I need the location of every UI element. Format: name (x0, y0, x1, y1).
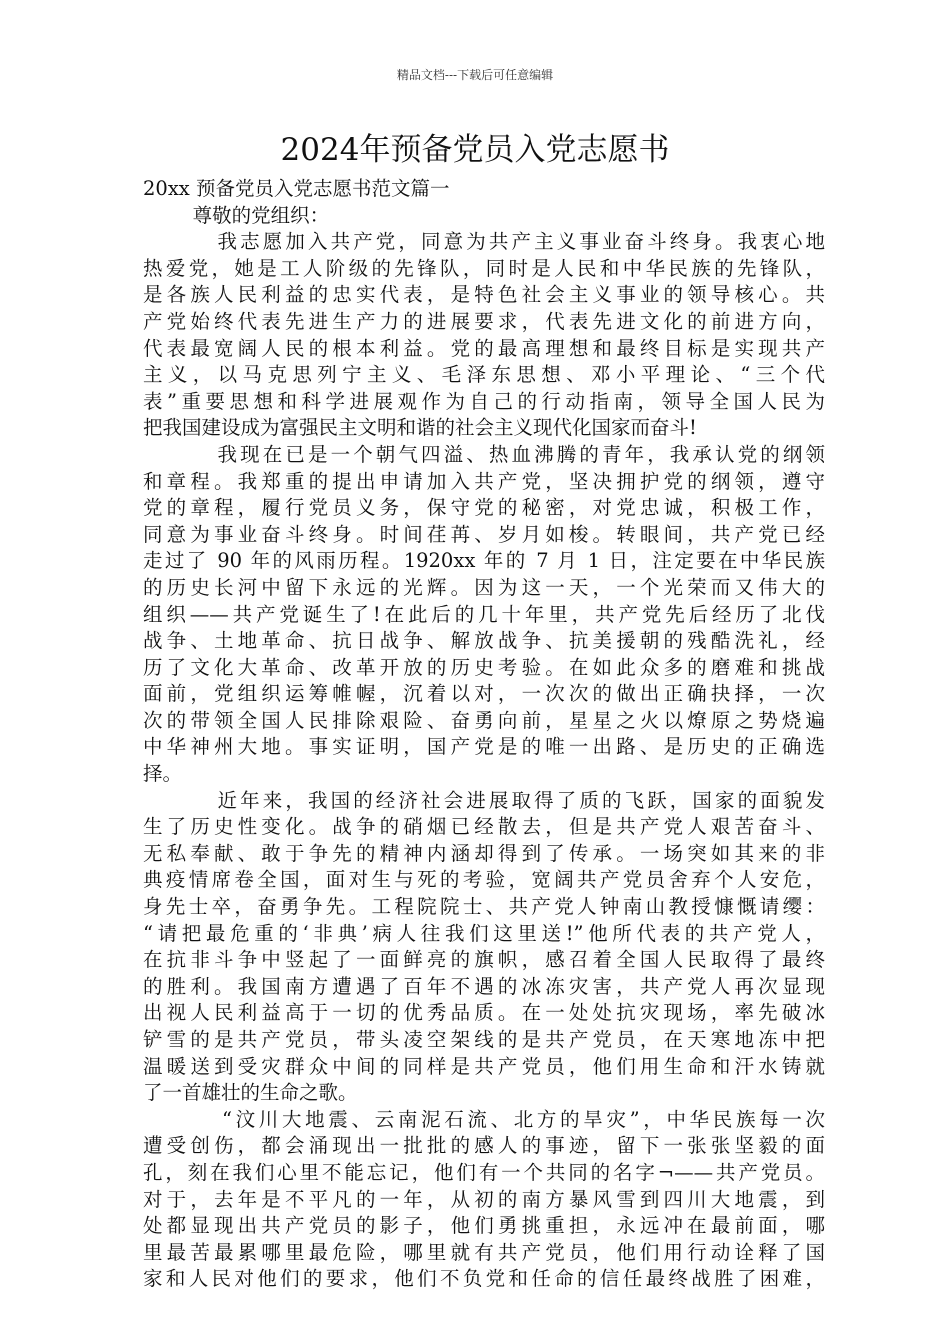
text-line: 中华神州大地。事实证明，国产党是的唯一出路、是历史的正确选 (143, 735, 825, 759)
text-line: “请把最危重的‘非典’病人往我们这里送!”他所代表的共产党人， (143, 921, 825, 945)
text-line: 出视人民利益高于一切的优秀品质。在一处处抗灾现场，率先破冰 (143, 1001, 825, 1025)
text-line: 对于，去年是不平凡的一年，从初的南方暴风雪到四川大地震，到 (143, 1187, 825, 1211)
text-line: 近年来，我国的经济社会进展取得了质的飞跃，国家的面貌发 (143, 788, 825, 812)
text-line: 次的带领全国人民排除艰险、奋勇向前，星星之火以燎原之势烧遍 (143, 708, 825, 732)
text-line: 面前，党组织运筹帷幄，沉着以对，一次次的做出正确抉择，一次 (143, 682, 825, 706)
text-line: 我现在已是一个朝气四溢、热血沸腾的青年，我承认党的纲领 (143, 442, 825, 466)
text-line: 把我国建设成为富强民主文明和谐的社会主义现代化国家而奋斗! (143, 416, 697, 440)
text-line: 孔，刻在我们心里不能忘记，他们有一个共同的名字¬——共产党员。 (143, 1160, 825, 1184)
text-line: 20xx 预备党员入党志愿书范文篇一 (143, 177, 450, 200)
text-line: 是各族人民利益的忠实代表，是特色社会主义事业的领导核心。共 (143, 283, 825, 307)
text-line: 生了历史性变化。战争的硝烟已经散去，但是共产党人艰苦奋斗、 (143, 815, 825, 839)
text-line: 铲雪的是共产党员，带头凌空架线的是共产党员，在天寒地冻中把 (143, 1028, 825, 1051)
text-line: 身先士卒，奋勇争先。工程院院士、共产党人钟南山教授慷慨请缨： (143, 895, 825, 919)
text-line: 产党始终代表先进生产力的进展要求，代表先进文化的前进方向， (143, 309, 825, 333)
text-line: 尊敬的党组织： (143, 203, 330, 227)
text-line: 的胜利。我国南方遭遇了百年不遇的冰冻灾害，共产党人再次显现 (143, 974, 825, 998)
text-line: 热爱党，她是工人阶级的先锋队，同时是人民和中华民族的先锋队， (143, 256, 825, 280)
text-line: 家和人民对他们的要求，他们不负党和任命的信任最终战胜了困难， (143, 1267, 825, 1291)
text-line: 和章程。我郑重的提出申请加入共产党，坚决拥护党的纲领，遵守 (143, 469, 825, 493)
text-line: 历了文化大革命、改革开放的历史考验。在如此众多的磨难和挑战 (143, 655, 825, 679)
text-line: 处都显现出共产党员的影子，他们勇挑重担，永远冲在最前面，哪 (143, 1214, 825, 1238)
text-line: 走过了 90 年的风雨历程。1920xx 年的 7 月 1 日，注定要在中华民族 (143, 549, 825, 573)
text-line: 组织——共产党诞生了!在此后的几十年里，共产党先后经历了北伐 (143, 602, 825, 626)
text-line: “汶川大地震、云南泥石流、北方的旱灾”，中华民族每一次 (143, 1107, 825, 1131)
text-line: 表”重要思想和科学进展观作为自己的行动指南，领导全国人民为 (143, 389, 825, 413)
text-line: 同意为事业奋斗终身。时间荏苒、岁月如梭。转眼间，共产党已经 (143, 522, 825, 546)
header-note: 精品文档---下载后可任意编辑 (396, 68, 554, 82)
text-line: 典疫情席卷全国，面对生与死的考验，宽阔共产党员舍弃个人安危， (143, 868, 825, 892)
text-line: 无私奉献、敢于争先的精神内涵却得到了传承。一场突如其来的非 (143, 841, 825, 865)
text-line: 战争、土地革命、抗日战争、解放战争、抗美援朝的残酷洗礼，经 (143, 629, 825, 653)
text-line: 主义，以马克思列宁主义、毛泽东思想、邓小平理论、“三个代 (143, 363, 825, 387)
text-line: 党的章程，履行党员义务，保守党的秘密，对党忠诚，积极工作， (143, 496, 825, 520)
text-line: 遭受创伤，都会涌现出一批批的感人的事迹，留下一张张坚毅的面 (143, 1134, 825, 1158)
text-line: 里最苦最累哪里最危险，哪里就有共产党员，他们用行动诠释了国 (143, 1240, 825, 1264)
text-line: 我志愿加入共产党，同意为共产主义事业奋斗终身。我衷心地 (143, 230, 825, 254)
document-body (143, 176, 825, 1293)
text-line: 在抗非斗争中竖起了一面鲜亮的旗帜，感召着全国人民取得了最终 (143, 948, 825, 972)
text-line: 择。 (143, 762, 183, 786)
text-line: 代表最宽阔人民的根本利益。党的最高理想和最终目标是实现共产 (143, 336, 825, 360)
text-line: 温暖送到受灾群众中间的同样是共产党员，他们用生命和汗水铸就 (143, 1054, 825, 1078)
text-line: 了一首雄壮的生命之歌。 (143, 1081, 358, 1105)
document-title: 2024年预备党员入党志愿书 (280, 132, 670, 168)
text-line: 的历史长河中留下永远的光辉。因为这一天，一个光荣而又伟大的 (143, 575, 825, 599)
